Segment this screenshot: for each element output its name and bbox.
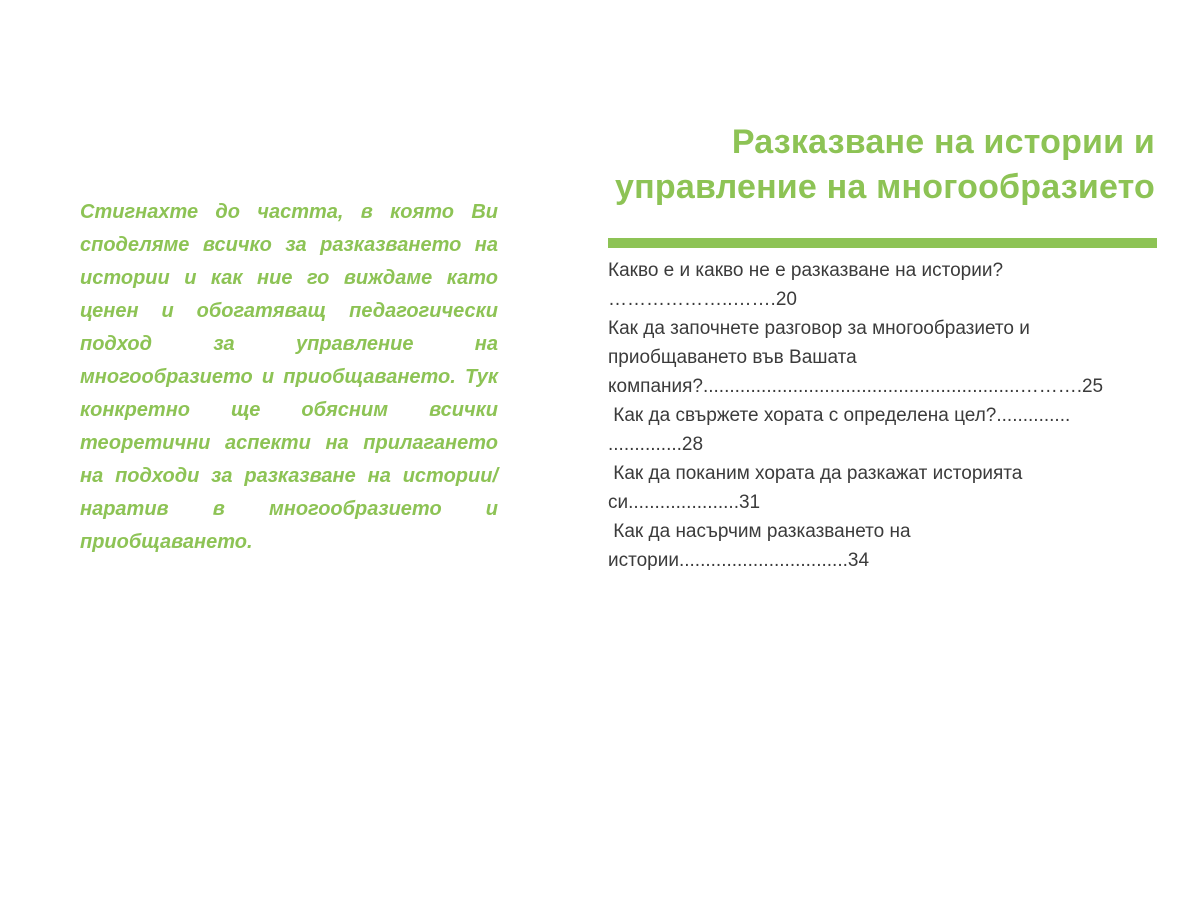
toc-divider-bar [608, 238, 1157, 248]
page-title-line2: управление на многообразието [615, 167, 1155, 206]
toc-entry: Как да насърчим разказването на истории................................34 [608, 521, 916, 571]
intro-paragraph: Стигнахте до частта, в която Ви споделяме всичко за разказването на истории и как ние го виждаме като ценен и обогатяващ педагогически подход за управление на многообразието и приобщаването. Тук конкретно ще обясним всички теоретични аспекти на прилагането на подходи за разказване на истории/наратив в многообразието и приобщаването. [80, 201, 498, 553]
toc-entry: Как да свържете хората с определена цел?.............. ..............28 [608, 405, 1076, 455]
page-title-line1: Разказване на истории и [731, 122, 1155, 161]
toc-entry: Какво е и какво не е разказване на истории? ………………..…….20 [608, 260, 1009, 310]
page-title [515, 120, 1155, 210]
table-of-contents [608, 238, 1168, 575]
toc-entry: Как да започнете разговор за многообразието и приобщаването във Вашата компания?............................................................……….25 [608, 318, 1104, 397]
toc-list [608, 256, 1168, 575]
toc-entry: Как да поканим хората да разкажат историята си.....................31 [608, 463, 1028, 513]
